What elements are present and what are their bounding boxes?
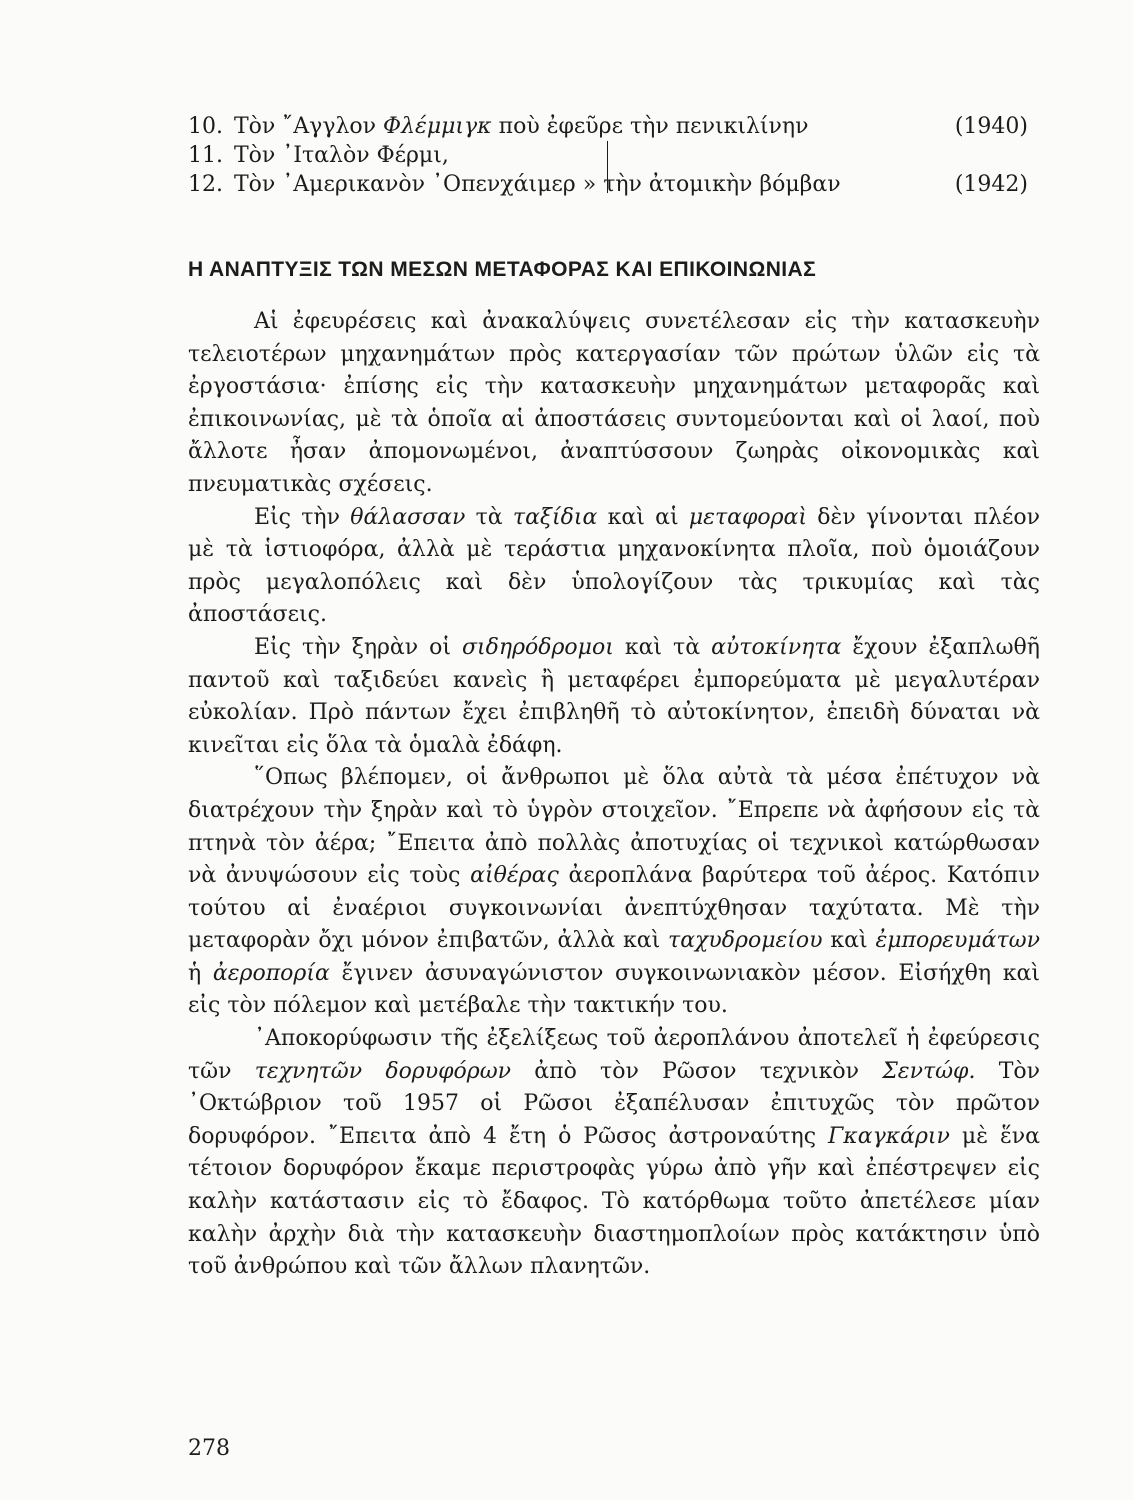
invention-text: ποὺ ἐφεῦρε τὴν πενικιλίνην bbox=[491, 114, 809, 139]
paragraph-1: Αἱ ἐφευρέσεις καὶ ἀνακαλύψεις συνετέλεσαν εἰς τὴν κατασκευὴν τελειοτέρων μηχανημάτων πρὸς κατεργασίαν τῶν πρώτων ὑλῶν εἰς τὰ ἐργοστάσια· ἐπίσης εἰς τὴν κατασκευὴν μηχανημάτων μεταφορᾶς καὶ ἐπικοινωνίας, μὲ τὰ ὁποῖα αἱ ἀποστάσεις συντομεύονται καὶ οἱ λαοί, ποὺ ἄλλοτε ἦσαν ἀπομονωμένοι, ἀναπτύσσουν ζωηρὰς οἰκονομικὰς καὶ πνευματικὰς σχέσεις. bbox=[188, 309, 1040, 497]
section-heading: Η ΑΝΑΠΤΥΞΙΣ ΤΩΝ ΜΕΣΩΝ ΜΕΤΑΦΟΡΑΣ ΚΑΙ ΕΠΙΚΟΙΝΩΝΙΑΣ bbox=[188, 258, 817, 281]
paragraph-3: Εἰς τὴν ξηρὰν οἱ σιδηρόδρομοι καὶ τὰ αὐτοκίνητα ἔχουν ἐξαπλωθῆ παντοῦ καὶ ταξιδεύει κανεὶς ἢ μεταφέρει ἐμπορεύματα μὲ μεγαλυτέραν εὐκολίαν. Πρὸ πάντων ἔχει ἐπιβληθῆ τὸ αὐτοκίνητον, ἐπειδὴ δύναται νὰ κινεῖται εἰς ὅλα τὰ ὁμαλὰ ἐδάφη. bbox=[188, 634, 1040, 758]
paragraph-4: ῞Οπως βλέπομεν, οἱ ἄνθρωποι μὲ ὅλα αὐτὰ τὰ μέσα ἐπέτυχον νὰ διατρέχουν τὴν ξηρὰν καὶ τὸ ὑγρὸν στοιχεῖον. ῎Επρεπε νὰ ἀφήσουν εἰς τὰ πτηνὰ τὸν ἀέρα; ῎Επειτα ἀπὸ πολλὰς ἀποτυχίας οἱ τεχνικοὶ κατώρθωσαν νὰ ἀνυψώσουν εἰς τοὺς αἰθέρας ἀεροπλάνα βαρύτερα τοῦ ἀέρος. Κατόπιν τούτου αἱ ἐναέριοι συγκοινωνίαι ἀνεπτύχθησαν ταχύτατα. Μὲ τὴν μεταφορὰν ὄχι μόνον ἐπιβατῶν, ἀλλὰ καὶ ταχυδρομείου καὶ ἐμπορευμάτων ἡ ἀεροπορία ἔγινεν ἀσυναγώνιστον συγκοινωνιακὸν μέσον. Εἰσήχθη καὶ εἰς τὸν πόλεμον καὶ μετέβαλε τὴν τακτικήν του. bbox=[188, 765, 1040, 1019]
invention-year: (1942) bbox=[954, 172, 1028, 197]
item-prefix: Τὸν ᾿Αμερικανὸν bbox=[234, 172, 433, 197]
page-number: 278 bbox=[188, 1436, 230, 1461]
body-text bbox=[188, 306, 1040, 1284]
item-number: 12. bbox=[188, 172, 223, 197]
invention-year: (1940) bbox=[954, 114, 1028, 139]
item-prefix: Τὸν ῎Αγγλον bbox=[234, 114, 384, 139]
invention-text: » τὴν ἀτομικὴν βόμβαν bbox=[575, 172, 841, 197]
inventor-name: Φλέμμιγκ bbox=[383, 114, 492, 139]
inventor-row-11 bbox=[188, 141, 1028, 170]
inventor-name: Φέρμι, bbox=[376, 143, 449, 168]
item-number: 11. bbox=[188, 143, 223, 168]
inventor-row-10 bbox=[188, 112, 1028, 141]
inventor-list bbox=[188, 112, 1028, 199]
paragraph-5: ᾿Αποκορύφωσιν τῆς ἐξελίξεως τοῦ ἀεροπλάνου ἀποτελεῖ ἡ ἐφεύρεσις τῶν τεχνητῶν δορυφόρων ἀπὸ τὸν Ρῶσον τεχνικὸν Σεντώφ. Τὸν ᾿Οκτώβριον τοῦ 1957 οἱ Ρῶσοι ἐξαπέλυσαν ἐπιτυχῶς τὸν πρῶτον δορυφόρον. ῎Επειτα ἀπὸ 4 ἔτη ὁ Ρῶσος ἀστροναύτης Γκαγκάριν μὲ ἕνα τέτοιον δορυφόρον ἔκαμε περιστροφὰς γύρω ἀπὸ γῆν καὶ ἐπέστρεψεν εἰς καλὴν κατάστασιν εἰς τὸ ἔδαφος. Τὸ κατόρθωμα τοῦτο ἀπετέλεσε μίαν καλὴν ἀρχὴν διὰ τὴν κατασκευὴν διαστημοπλοίων πρὸς κατάκτησιν ὑπὸ τοῦ ἀνθρώπου καὶ τῶν ἄλλων πλανητῶν. bbox=[188, 1026, 1040, 1280]
inventor-row-12 bbox=[188, 170, 1028, 199]
inventor-name: ᾿Οπενχάιμερ bbox=[432, 172, 576, 197]
item-prefix: Τὸν ᾿Ιταλὸν bbox=[234, 143, 377, 168]
grouping-brace bbox=[601, 141, 608, 193]
item-number: 10. bbox=[188, 114, 223, 139]
paragraph-2: Εἰς τὴν θάλασσαν τὰ ταξίδια καὶ αἱ μεταφοραὶ δὲν γίνονται πλέον μὲ τὰ ἱστιοφόρα, ἀλλὰ μὲ τεράστια μηχανοκίνητα πλοῖα, ποὺ ὁμοιάζουν πρὸς μεγαλοπόλεις καὶ δὲν ὑπολογίζουν τὰς τρικυμίας καὶ τὰς ἀποστάσεις. bbox=[188, 504, 1041, 628]
